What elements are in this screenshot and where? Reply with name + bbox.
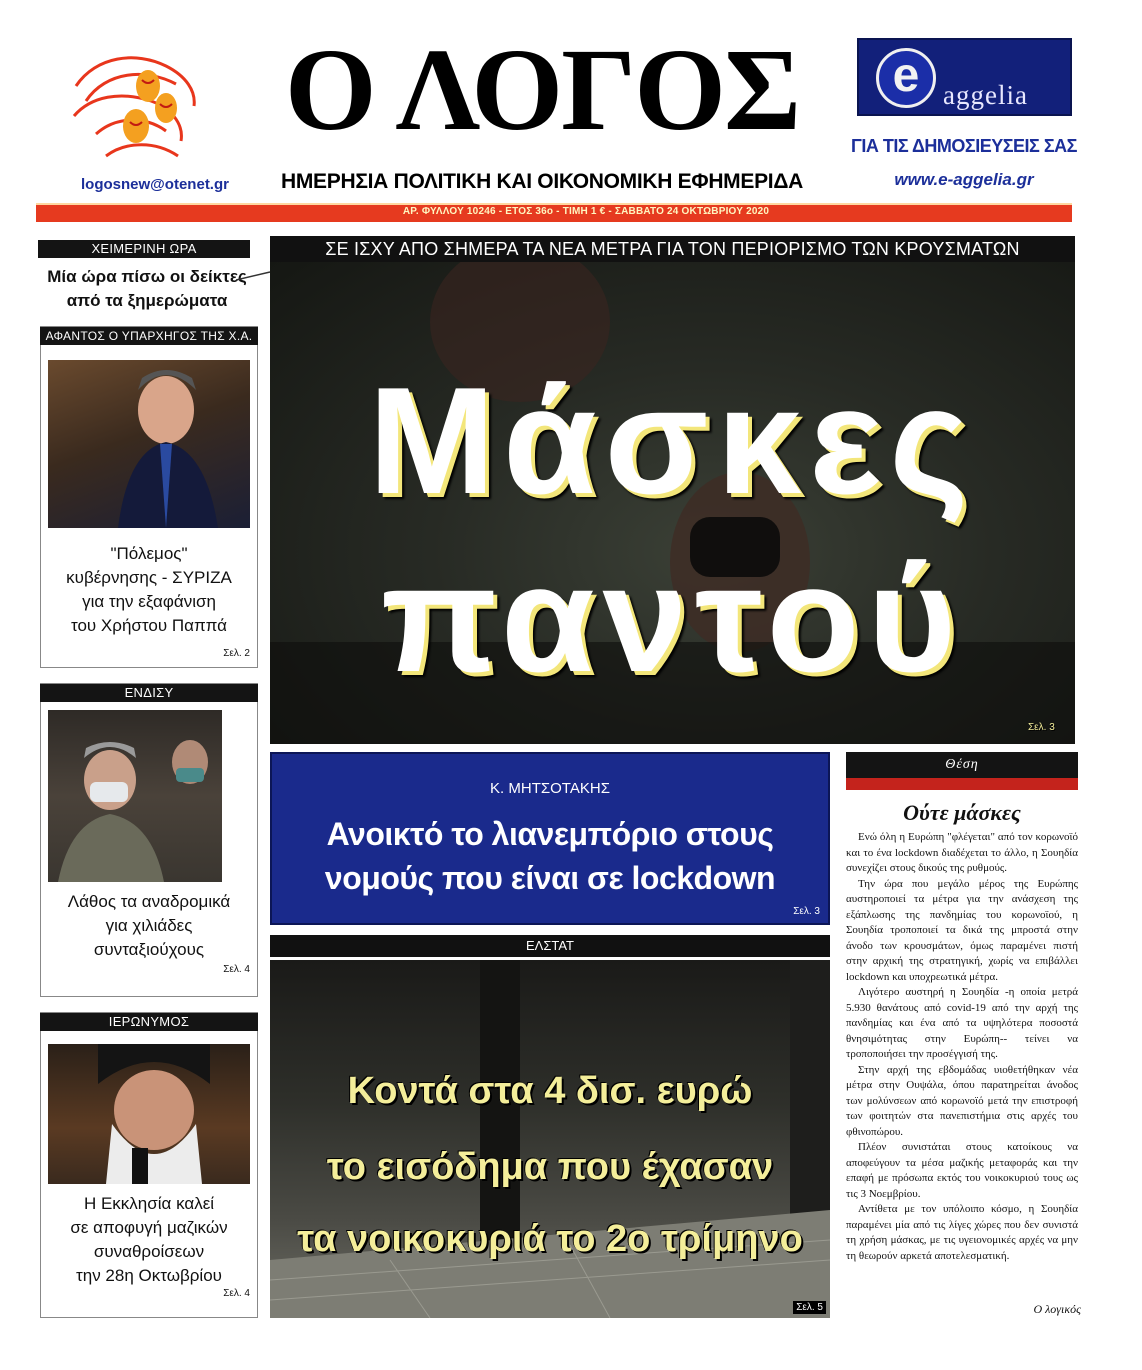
pappas-headline-line: για την εξαφάνιση [82,592,216,611]
elstat-headline-line: το εισόδημα που έχασαν [326,1146,774,1188]
main-story-photo[interactable] [270,262,1075,744]
pointer-line-icon [236,268,272,286]
elstat-label: ΕΛΣΤΑΤ [270,935,830,957]
church-headline-line: Η Εκκλησία καλεί [83,1194,215,1213]
elstat-page-ref[interactable]: Σελ. 5 [793,1301,826,1314]
main-headline-line: Μάσκες [368,356,977,526]
pensions-story-headline[interactable] [46,890,252,962]
church-story-label: ΙΕΡΩΝΥΜΟΣ [40,1013,258,1031]
pappas-page-ref[interactable]: Σελ. 2 [223,648,250,659]
winter-time-headline[interactable]: Μία ώρα πίσω οι δείκτες από τα ξημερώματα [47,267,247,310]
opinion-paragraph: Στην αρχή της εβδομάδας υιοθετήθηκαν νέα μέτρα στην Ουψάλα, όπου παρατηρείται άνοδος των μολύνσεων από κορωνοϊό μετά την επιστροφή των φοιτητών στα πανεπιστήμια στις αρχές του φθινοπώρου. [846,1063,1078,1138]
pensions-story-label: ΕΝΔΙΣΥ [40,684,258,702]
mitsotakis-headline: Ανοικτό το λιανεμπόριο στους νομούς που είναι σε lockdown [324,816,776,896]
opinion-paragraph: Αντίθετα με τον υπόλοιπο κόσμο, η Σουηδία παραμένει μία από τις λίγες χώρες που δεν συνιστά τη χρήση μάσκας, με τις υγειονομικές αρχές να μην τη θεωρούν αρκετά αποτελεσματική. [846,1203,1078,1262]
contact-email[interactable]: logosnew@otenet.gr [81,176,229,193]
pensions-headline-line: για χιλιάδες [105,916,193,935]
opinion-label: Θέση [846,752,1078,778]
mitsotakis-kicker: Κ. ΜΗΤΣΟΤΑΚΗΣ [490,780,610,797]
opinion-paragraph: Την ώρα που μεγάλο μέρος της Ευρώπης αυστηροποιεί τα μέτρα για την ανάσχεση της εξάπλωσης της πανδημίας του κορωνοϊού, η Σουηδία τροποποιεί τα δικά της μπροστά στην άνοδο των κρουσμάτων, όμως παραμένει πιστή στην αρχική της στρατηγική, χωρίς να επιβάλλει lockdown και υποχρεωτικά μέτρα. [846,877,1078,983]
church-story-headline[interactable] [46,1192,252,1288]
main-page-ref[interactable]: Σελ. 3 [1028,722,1055,733]
e-aggelia-logo-icon: e [876,48,936,108]
opinion-paragraph: Ενώ όλη η Ευρώπη "φλέγεται" από τον κορωνοϊό και το ένα lockdown διαδέχεται το άλλο, η Σουηδία συνεχίζει στους δικούς της ρυθμούς. [846,831,1078,874]
opinion-signature: Ο λογικός [1033,1302,1081,1316]
church-page-ref[interactable]: Σελ. 4 [223,1288,250,1299]
pensions-page-ref[interactable]: Σελ. 4 [223,964,250,975]
church-headline-line: σε αποφυγή μαζικών [70,1218,228,1237]
elstat-headline-line: τα νοικοκυριά το 2ο τρίμηνο [297,1218,803,1260]
pappas-story-headline[interactable] [46,542,252,638]
opinion-title[interactable]: Ούτε μάσκες [903,800,1021,825]
pensions-headline-line: Λάθος τα αναδρομικά [67,892,231,911]
e-aggelia-ad[interactable] [857,38,1072,116]
opinion-accent-bar [846,778,1078,790]
e-aggelia-wordmark: aggelia [943,80,1028,110]
pappas-story-label: ΑΦΑΝΤΟΣ Ο ΥΠΑΡΧΗΓΟΣ ΤΗΣ Χ.Α. [40,327,258,345]
ad-tagline: ΓΙΑ ΤΙΣ ΔΗΜΟΣΙΕΥΣΕΙΣ ΣΑΣ [851,136,1077,156]
newspaper-title: Ο ΛΟΓΟΣ [284,24,800,155]
church-headline-line: συναθροίσεων [93,1242,205,1261]
main-story-kicker: ΣΕ ΙΣΧΥ ΑΠΟ ΣΗΜΕΡΑ ΤΑ ΝΕΑ ΜΕΤΡΑ ΓΙΑ ΤΟΝ ΠΕΡΙΟΡΙΣΜΟ ΤΩΝ ΚΡΟΥΣΜΑΤΩΝ [270,236,1075,262]
pappas-headline-line: κυβέρνησης - ΣΥΡΙΖΑ [66,568,232,587]
main-headline-line: παντού [380,534,965,704]
mitsotakis-page-ref[interactable]: Σελ. 3 [793,906,820,917]
pensions-photo [48,710,222,882]
pensions-headline-line: συνταξιούχους [93,940,205,959]
ad-url[interactable]: www.e-aggelia.gr [894,170,1034,189]
winter-time-label: ΧΕΙΜΕΡΙΝΗ ΩΡΑ [38,240,250,258]
issue-info-bar [36,203,1072,222]
church-headline-line: την 28η Οκτωβρίου [76,1266,222,1285]
church-photo [48,1044,250,1184]
elstat-photo[interactable] [270,960,830,1318]
opinion-paragraph: Πλέον συνιστάται στους κατοίκους να αποφεύγουν τα μέσα μαζικής μεταφοράς και την επαφή με πρόσωπα εκτός του νοικοκυριού τους ως τις 3 Νοεμβρίου. [846,1141,1078,1200]
opinion-body [846,830,1078,1264]
pappas-headline-line: του Χρήστου Παππά [70,616,227,635]
pappas-photo [48,360,250,528]
pappas-headline-line: "Πόλεμος" [110,544,188,563]
mitsotakis-story-box[interactable] [270,752,830,925]
newspaper-subtitle: ΗΜΕΡΗΣΙΑ ΠΟΛΙΤΙΚΗ ΚΑΙ ΟΙΚΟΝΟΜΙΚΗ ΕΦΗΜΕΡΙΔΑ [281,170,803,193]
issue-info-text: ΑΡ. ΦΥΛΛΟΥ 10246 - ΕΤΟΣ 36ο - ΤΙΜΗ 1 € - ΣΑΒΒΑΤΟ 24 ΟΚΤΩΒΡΙΟΥ 2020 [402,206,770,217]
elstat-headline-line: Κοντά στα 4 δισ. ευρώ [347,1070,753,1112]
opinion-paragraph: Λιγότερο αυστηρή η Σουηδία -η οποία μετρά 5.930 θανάτους από covid-19 από την αρχή της πανδημίας και ένα από τα υψηλότερα ποσοστά θνησιμότητας στην Ευρώπη-- τείνει να τροποποιήσει την προσέγγισή της. [846,986,1078,1060]
newspaper-logo-art [66,46,206,171]
